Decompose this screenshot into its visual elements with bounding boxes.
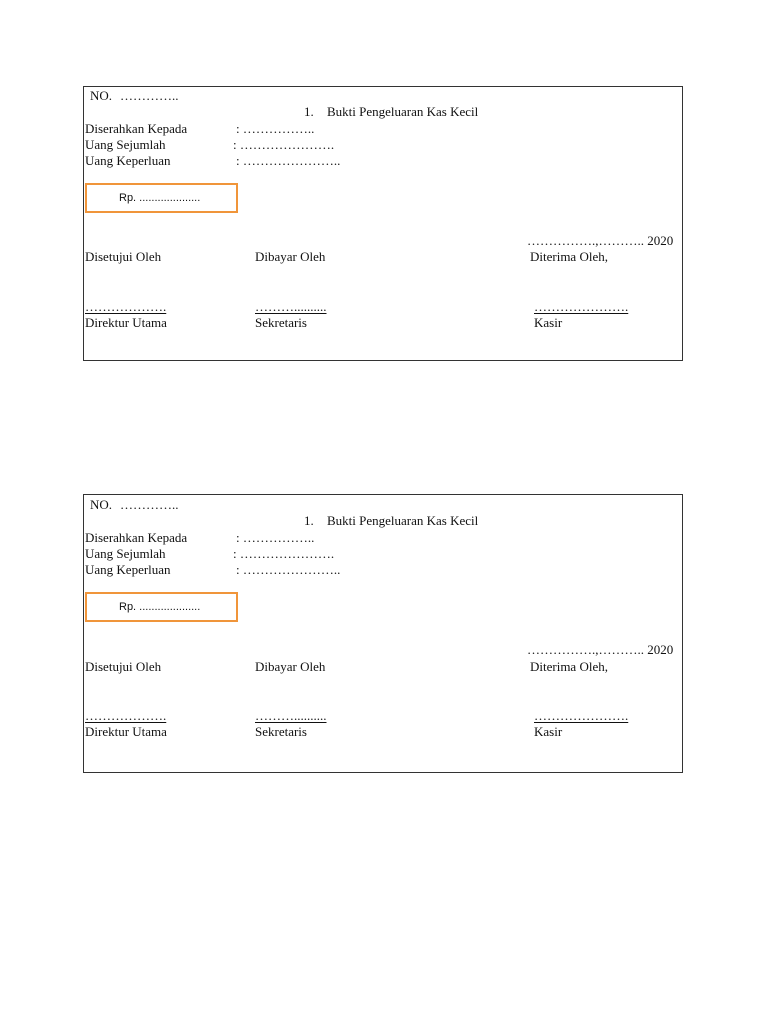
signature-line-received: …………………. — [534, 708, 629, 723]
voucher-title: Bukti Pengeluaran Kas Kecil — [327, 104, 479, 119]
signatory-heading-paid: Dibayar Oleh — [255, 249, 326, 264]
number-value: ………….. — [120, 88, 179, 103]
date-line: …………….,……….. 2020 — [527, 233, 674, 248]
signature-line-received: …………………. — [534, 299, 629, 314]
title-number: 1. — [304, 104, 314, 119]
date-line: …………….,……….. 2020 — [527, 642, 674, 657]
number-value: ………….. — [120, 497, 179, 512]
number-label: NO. — [90, 497, 113, 512]
field-value-recipient: : …………….. — [236, 121, 315, 136]
signature-line-paid: ……….......... — [255, 708, 327, 723]
signatory-name-director: Direktur Utama — [85, 724, 167, 739]
signature-line-approved: ………………. — [85, 299, 167, 314]
signatory-name-cashier: Kasir — [534, 724, 563, 739]
signature-line-approved: ………………. — [85, 708, 167, 723]
field-value-recipient: : …………….. — [236, 530, 315, 545]
signatory-name-director: Direktur Utama — [85, 315, 167, 330]
signatory-heading-received: Diterima Oleh, — [530, 249, 608, 264]
voucher-title: Bukti Pengeluaran Kas Kecil — [327, 513, 479, 528]
signatory-heading-paid: Dibayar Oleh — [255, 659, 326, 674]
signatory-heading-approved: Disetujui Oleh — [85, 249, 162, 264]
amount-box: Rp. .................... — [85, 183, 238, 213]
voucher-1 — [83, 86, 683, 361]
field-label-purpose: Uang Keperluan — [85, 562, 171, 577]
field-value-amount: : …………………. — [233, 137, 335, 152]
field-label-amount: Uang Sejumlah — [85, 546, 166, 561]
field-value-purpose: : ………………….. — [236, 153, 341, 168]
field-label-purpose: Uang Keperluan — [85, 153, 171, 168]
field-value-purpose: : ………………….. — [236, 562, 341, 577]
field-label-recipient: Diserahkan Kepada — [85, 530, 188, 545]
signatory-name-secretary: Sekretaris — [255, 724, 307, 739]
field-label-recipient: Diserahkan Kepada — [85, 121, 188, 136]
signatory-heading-received: Diterima Oleh, — [530, 659, 608, 674]
signatory-name-secretary: Sekretaris — [255, 315, 307, 330]
voucher-2 — [83, 494, 683, 773]
field-label-amount: Uang Sejumlah — [85, 137, 166, 152]
signatory-heading-approved: Disetujui Oleh — [85, 659, 162, 674]
signature-line-paid: ……….......... — [255, 299, 327, 314]
field-value-amount: : …………………. — [233, 546, 335, 561]
title-number: 1. — [304, 513, 314, 528]
signatory-name-cashier: Kasir — [534, 315, 563, 330]
number-label: NO. — [90, 88, 113, 103]
amount-box: Rp. .................... — [85, 592, 238, 622]
